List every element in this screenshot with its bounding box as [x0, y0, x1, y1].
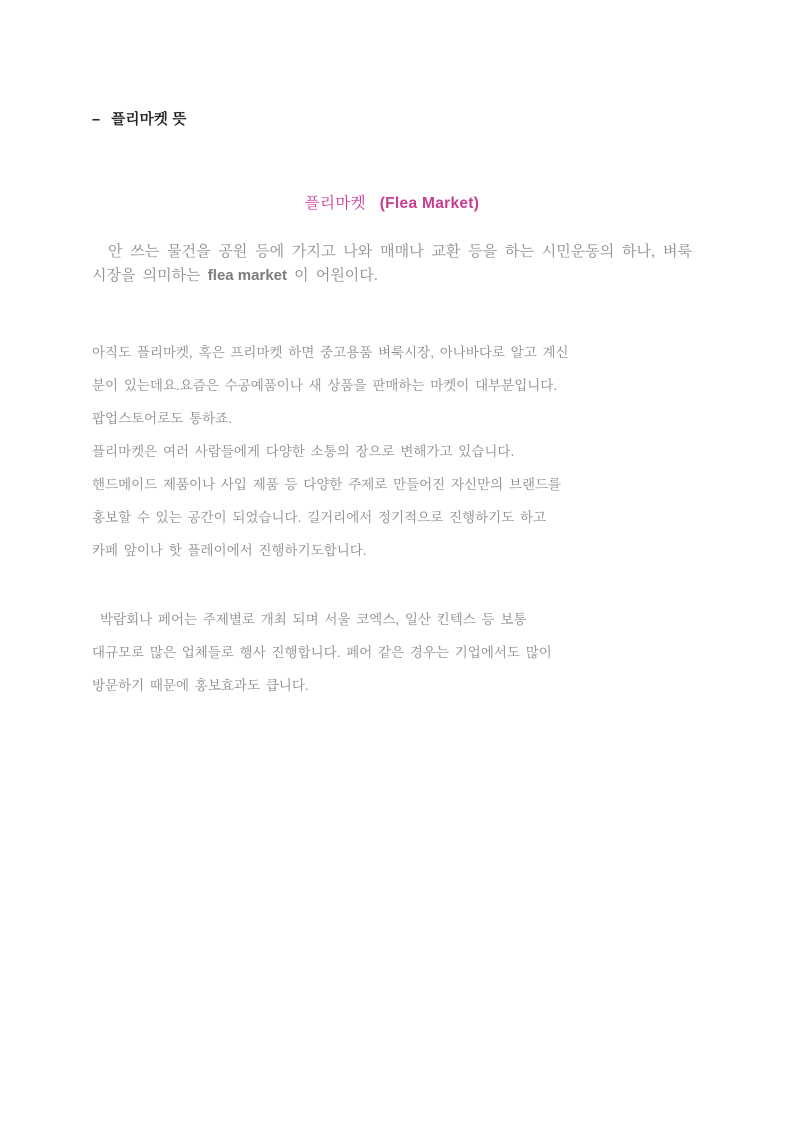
- body-line: 팝업스토어로도 통하죠.: [92, 410, 232, 426]
- page-title-korean: 플리마켓: [304, 195, 366, 212]
- paragraph-spacer: [92, 567, 692, 603]
- heading-label: 플리마켓 뜻: [111, 112, 187, 128]
- body-line: 방문하기 때문에 홍보효과도 큽니다.: [92, 678, 309, 694]
- body-line-text: 박람회나 페어는 주제별로 개최 되며 서울 코엑스, 일산 킨텍스 등 보통: [100, 612, 527, 628]
- intro-text-part1: 안 쓰는 물건을 공원 등에 가지고 나와 매매나 교환 등을 하는 시민운동의 하나, 벼룩시장을 의미하는: [92, 243, 692, 285]
- intro-text-part2: 이 어원이다.: [287, 267, 378, 285]
- body-line: 분이 있는데요.요즘은 수공예품이나 새 상품을 판매하는 마켓이 대부분입니다.: [92, 377, 558, 393]
- body-line: 플리마켓은 여러 사람들에게 다양한 소통의 장으로 변해가고 있습니다.: [92, 443, 515, 459]
- body-line: 대규모로 많은 업체들로 행사 진행합니다. 페어 같은 경우는 기업에서도 많이: [92, 645, 552, 661]
- body-line: 아직도 플리마켓, 혹은 프리마켓 하면 중고용품 벼룩시장, 아나바다로 알고 계신: [92, 344, 569, 360]
- body-line: 홍보할 수 있는 공간이 되었습니다. 길거리에서 정기적으로 진행하기도 하고: [92, 509, 547, 525]
- intro-paragraph: [92, 240, 692, 289]
- section-heading: [92, 108, 692, 129]
- heading-dash: –: [92, 112, 101, 128]
- page-title: [92, 191, 692, 213]
- document-content: [92, 108, 692, 702]
- page-title-english: (Flea Market): [379, 195, 480, 212]
- body-line: 핸드메이드 제품이나 사입 제품 등 다양한 주제로 만들어진 자신만의 브랜드를: [92, 476, 562, 492]
- body-block-1: [92, 336, 692, 703]
- intro-emphasis: flea market: [207, 267, 287, 285]
- body-line: [92, 603, 692, 636]
- body-line: 카페 앞이나 핫 플레이에서 진행하기도합니다.: [92, 542, 367, 558]
